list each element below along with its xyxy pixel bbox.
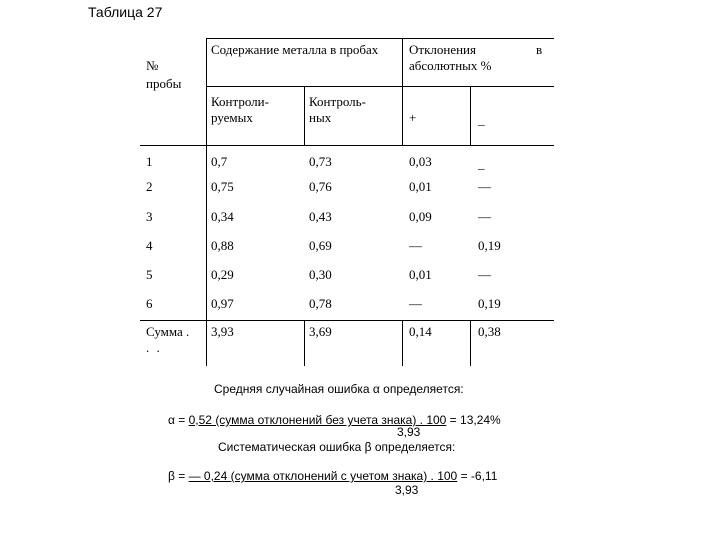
cell-plus: — [409, 296, 422, 311]
cell-controlled: 0,7 [211, 154, 228, 169]
beta-numerator: — 0,24 (сумма отклонений с учетом знака) . 100 [188, 469, 458, 483]
header-bottom-rule [140, 145, 554, 146]
sum-label-dots: . . [146, 340, 162, 355]
cell-controlled: 0,97 [211, 296, 234, 311]
sum-control: 3,69 [309, 324, 332, 339]
alpha-formula [168, 413, 501, 427]
sum-plus: 0,14 [409, 324, 432, 339]
header-mid-rule [206, 86, 554, 87]
sum-controlled: 3,93 [211, 324, 234, 339]
beta-result: = -6,11 [457, 469, 498, 483]
sum-label: Сумма . [146, 324, 190, 339]
header-no-label: пробы [146, 76, 182, 91]
header-no-symbol: № [146, 58, 159, 73]
header-content-group: Содержание металла в пробах [211, 42, 379, 57]
column-divider [304, 320, 305, 366]
cell-minus: — [478, 209, 491, 224]
cell-controlled: 0,34 [211, 209, 234, 224]
column-divider [470, 86, 471, 146]
cell-controlled: 0,88 [211, 238, 234, 253]
systematic-error-intro: Систематическая ошибка β определяется: [218, 440, 456, 454]
cell-sample-no: 2 [146, 179, 153, 194]
column-divider [402, 320, 403, 366]
column-divider [470, 320, 471, 366]
cell-control: 0,73 [309, 154, 332, 169]
cell-plus: 0,09 [409, 209, 432, 224]
alpha-prefix: α = [168, 413, 189, 427]
header-deviation-group: Отклонения [409, 42, 476, 57]
beta-formula [168, 469, 497, 483]
cell-plus: — [409, 238, 422, 253]
table-caption: Таблица 27 [88, 4, 163, 20]
sum-minus: 0,38 [478, 324, 501, 339]
header-controlled-line1: Контроли- [211, 94, 269, 109]
header-deviation-units: абсолютных % [409, 58, 492, 73]
cell-plus: 0,01 [409, 267, 432, 282]
column-divider [206, 38, 207, 366]
cell-minus: 0,19 [478, 238, 501, 253]
cell-control: 0,78 [309, 296, 332, 311]
table-top-rule [206, 38, 554, 39]
cell-control: 0,76 [309, 179, 332, 194]
cell-sample-no: 4 [146, 238, 153, 253]
cell-sample-no: 3 [146, 209, 153, 224]
cell-plus: 0,03 [409, 154, 432, 169]
cell-minus: _ [478, 156, 485, 171]
cell-minus: 0,19 [478, 296, 501, 311]
header-deviation-in: в [536, 42, 543, 57]
cell-sample-no: 6 [146, 296, 153, 311]
alpha-denominator: 3,93 [397, 425, 421, 439]
alpha-result: = 13,24% [446, 413, 501, 427]
header-minus: _ [478, 112, 485, 127]
cell-minus: — [478, 267, 491, 282]
random-error-intro: Средняя случайная ошибка α определяется: [214, 382, 464, 396]
beta-denominator: 3,93 [395, 483, 419, 497]
header-control-line2: ных [309, 110, 332, 125]
cell-minus: — [478, 179, 491, 194]
cell-plus: 0,01 [409, 179, 432, 194]
alpha-numerator: 0,52 (сумма отклонений без учета знака) . 100 [188, 413, 447, 427]
cell-control: 0,43 [309, 209, 332, 224]
cell-sample-no: 5 [146, 267, 153, 282]
column-divider [304, 86, 305, 146]
header-controlled-line2: руемых [211, 110, 253, 125]
beta-prefix: β = [168, 469, 189, 483]
column-divider [402, 38, 403, 146]
header-control-line1: Контроль- [309, 94, 366, 109]
cell-controlled: 0,75 [211, 179, 234, 194]
sum-top-rule [140, 320, 554, 321]
header-plus: + [409, 110, 417, 125]
cell-controlled: 0,29 [211, 267, 234, 282]
cell-sample-no: 1 [146, 154, 153, 169]
cell-control: 0,69 [309, 238, 332, 253]
cell-control: 0,30 [309, 267, 332, 282]
